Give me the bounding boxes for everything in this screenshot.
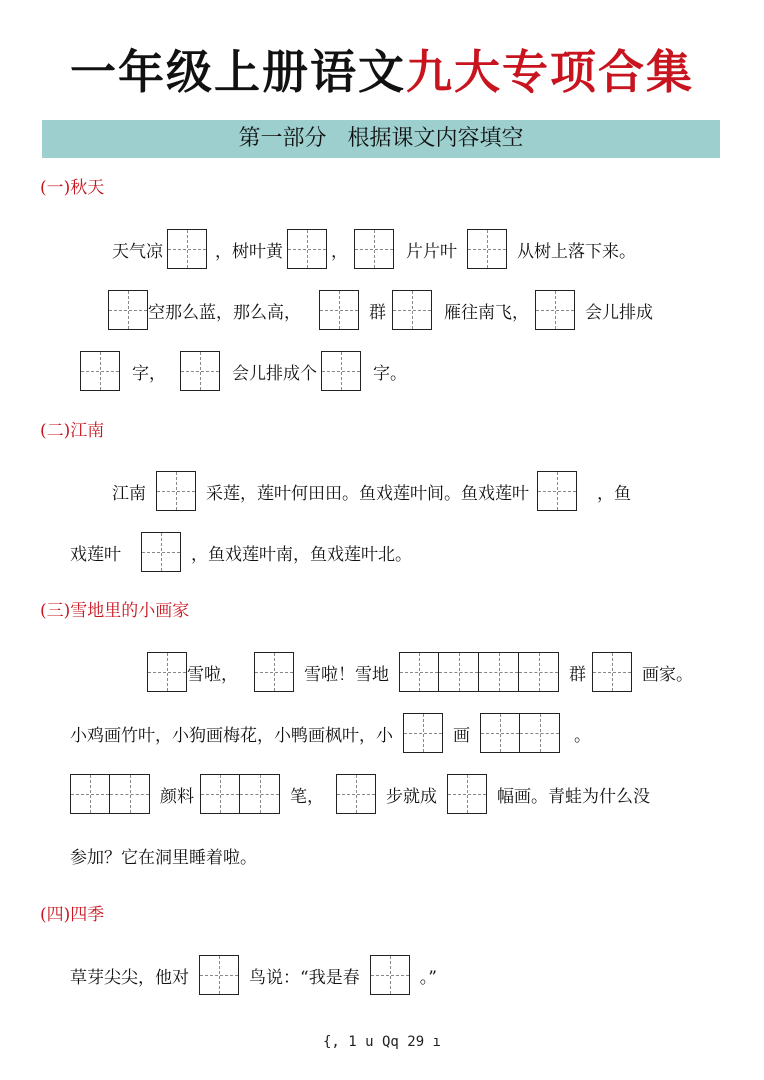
answer-box[interactable] <box>520 713 560 753</box>
answer-box[interactable] <box>199 955 239 995</box>
section-heading-autumn: (一)秋天 <box>40 178 105 198</box>
fill-line <box>70 954 437 996</box>
answer-box[interactable] <box>254 652 294 692</box>
line-text: 群 <box>369 302 386 323</box>
page-footer: {, 1 u Qq 29 ı <box>322 1034 441 1050</box>
answer-box[interactable] <box>156 471 196 511</box>
answer-box[interactable] <box>167 229 207 269</box>
answer-box[interactable] <box>108 290 148 330</box>
line-text: 字， <box>132 363 166 384</box>
fill-line <box>112 470 631 512</box>
line-text: 草芽尖尖，他对 <box>70 967 189 988</box>
fill-line <box>70 834 257 876</box>
line-text: 画家。 <box>642 664 693 685</box>
answer-box[interactable] <box>535 290 575 330</box>
section-banner-text: 第一部分 根据课文内容填空 <box>238 126 524 151</box>
line-text: 会儿排成个 <box>232 363 317 384</box>
answer-box[interactable] <box>321 351 361 391</box>
line-text: 会儿排成 <box>585 302 653 323</box>
answer-box[interactable] <box>399 652 439 692</box>
fill-line <box>80 350 407 392</box>
answer-box[interactable] <box>200 774 240 814</box>
line-text: 。 <box>574 725 591 746</box>
line-text: 雪啦！雪地 <box>304 664 389 685</box>
answer-box[interactable] <box>147 652 187 692</box>
answer-box[interactable] <box>519 652 559 692</box>
answer-box[interactable] <box>141 532 181 572</box>
line-text: 群 <box>569 664 586 685</box>
answer-box[interactable] <box>480 713 520 753</box>
fill-line <box>70 712 591 754</box>
answer-box[interactable] <box>392 290 432 330</box>
answer-box[interactable] <box>370 955 410 995</box>
answer-box[interactable] <box>110 774 150 814</box>
title-part-2: 九大专项合集 <box>406 45 694 99</box>
fill-line <box>147 651 693 693</box>
line-text: 空那么蓝，那么高， <box>148 302 301 323</box>
answer-box[interactable] <box>354 229 394 269</box>
page-title <box>0 40 764 104</box>
section-heading-four-seasons: (四)四季 <box>40 905 105 925</box>
answer-box[interactable] <box>439 652 479 692</box>
answer-box[interactable] <box>240 774 280 814</box>
line-text: 幅画。青蛙为什么没 <box>497 786 650 807</box>
answer-box[interactable] <box>287 229 327 269</box>
line-text: ，鱼 <box>597 483 631 504</box>
answer-box[interactable] <box>70 774 110 814</box>
section-banner <box>42 120 720 158</box>
answer-box[interactable] <box>447 774 487 814</box>
line-text: 片片叶 <box>406 241 457 262</box>
fill-line <box>70 531 412 573</box>
line-text: ， <box>331 241 348 262</box>
answer-box[interactable] <box>403 713 443 753</box>
line-text: 雁往南飞， <box>444 302 529 323</box>
line-text: 笔， <box>290 786 324 807</box>
answer-box[interactable] <box>467 229 507 269</box>
line-text: 戏莲叶 <box>70 544 121 565</box>
section-heading-snow-painters: (三)雪地里的小画家 <box>40 601 190 621</box>
fill-line <box>70 773 650 815</box>
answer-box[interactable] <box>479 652 519 692</box>
fill-line <box>108 289 653 331</box>
line-text: ，鱼戏莲叶南，鱼戏莲叶北。 <box>191 544 412 565</box>
line-text: 鸟说：“我是春 <box>249 967 360 988</box>
line-text: 江南 <box>112 483 146 504</box>
line-text: 参加？它在洞里睡着啦。 <box>70 847 257 868</box>
line-text: 字。 <box>373 363 407 384</box>
section-heading-jiangnan: (二)江南 <box>40 421 105 441</box>
line-text: 采莲，莲叶何田田。鱼戏莲叶间。鱼戏莲叶 <box>206 483 529 504</box>
fill-line <box>112 228 636 270</box>
answer-box[interactable] <box>80 351 120 391</box>
line-text: 画 <box>453 725 470 746</box>
line-text: 从树上落下来。 <box>517 241 636 262</box>
title-part-1: 一年级上册语文 <box>70 45 406 99</box>
line-text: 天气凉 <box>112 241 163 262</box>
line-text: 雪啦， <box>187 664 238 685</box>
answer-box[interactable] <box>319 290 359 330</box>
answer-box[interactable] <box>537 471 577 511</box>
line-text: 颜料 <box>160 786 194 807</box>
answer-box[interactable] <box>180 351 220 391</box>
line-text: ，树叶黄 <box>215 241 283 262</box>
line-text: 小鸡画竹叶，小狗画梅花，小鸭画枫叶，小 <box>70 725 393 746</box>
line-text: 步就成 <box>386 786 437 807</box>
line-text: 。” <box>419 967 437 988</box>
answer-box[interactable] <box>592 652 632 692</box>
answer-box[interactable] <box>336 774 376 814</box>
